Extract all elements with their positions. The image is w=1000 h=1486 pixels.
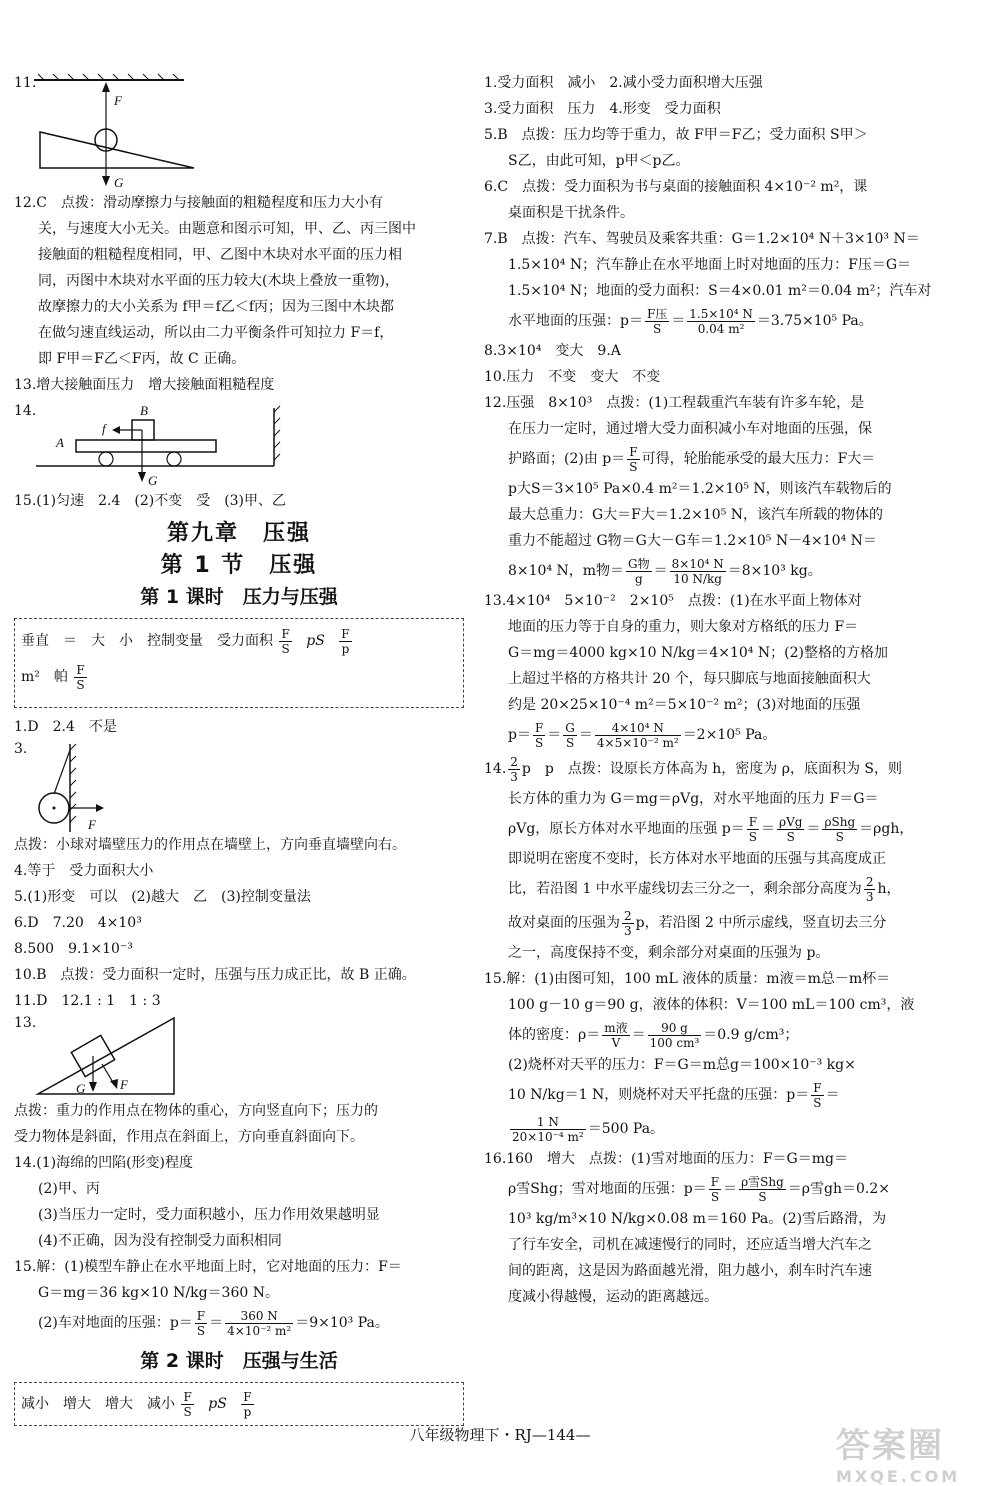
answer-line: 8×10⁴ N，m物＝ $\frac{\text{G物}}{g}$ ＝ $\frac{\text{8×10⁴ N}}{10 N/kg}$ ＝8×10³ kg。 [508,556,822,586]
box-text: m² 帕 [21,669,68,685]
q13-note: 点拨：重力的作用点在物体的重心，方向竖直向下；压力的 [14,1103,378,1119]
answer-line: 100 g－10 g＝90 g，液体的体积：V＝100 mL＝100 cm³，液 [508,997,915,1013]
q14-g-label: G [148,473,158,488]
box-text: 垂直 ＝ 大 小 控制变量 受力面积 [21,633,273,649]
q14-diagram [14,398,454,488]
answer-line: 16.160 增大 点拨：(1)雪对地面的压力：F＝G＝mg＝ [484,1151,848,1167]
answer-line: G＝mg＝4000 kg×10 N/kg＝4×10⁴ N；(2)整格的方格加 [508,645,888,661]
answer-line: 体的密度：ρ＝ $\frac{\text{m液}}{V}$ ＝ $\frac{90 g}{\text{100 cm³}}$ ＝0.9 g/cm³； [508,1020,799,1050]
answer-line: 最大总重力：G大＝F大＝1.2×10⁵ N，该汽车所载的物体的 [508,507,884,523]
q15-answer: 15.(1)匀速 2.4 (2)不变 受 (3)甲、乙 [14,493,287,509]
answer-line: 6.D 7.20 4×10³ [14,915,142,931]
answer-line: ρVg，原长方体对水平地面的压强 p＝ $\frac{F}{S}$ ＝ $\frac{\text{ρVg}}{S}$ ＝ $\frac{\text{ρShg}}{S}$ ＝ρgh， [508,814,914,844]
answer-line: 15.解：(1)模型车静止在水平地面上时，它对地面的压力：F＝ [14,1259,402,1275]
answer-line: p＝ $\frac{F}{S}$ ＝ $\frac{G}{S}$ ＝ $\frac{\text{4×10⁴ N}}{\text{4×5×10⁻² m²}}$ ＝2×10⁵ Pa。 [508,720,777,750]
answer-line: (2)烧杯对天平的压力：F＝G＝m总g＝100×10⁻³ kg× [508,1057,856,1073]
box-text: 减小 增大 增大 减小 [21,1396,175,1412]
q12-line: 在做匀速直线运动，所以由二力平衡条件可知拉力 F＝f， [38,325,394,341]
right-column [484,70,984,1310]
answer-line: 8.3×10⁴ 变大 9.A [484,343,621,359]
answer-line: 1.5×10⁴ N；地面的受力面积：S＝4×0.01 m²＝0.04 m²；汽车对 [508,283,932,299]
q11-f-label: F [114,93,122,108]
answer-line: 13.4×10⁴ 5×10⁻² 2×10⁵ 点拨：(1)在水平面上物体对 [484,593,862,609]
answer-line: 5.(1)形变 可以 (2)越大 乙 (3)控制变量法 [14,889,311,905]
answer-line: $\frac{1 N}{\text{20×10⁻⁴ m²}}$ ＝500 Pa。 [512,1114,665,1144]
q11-figure [14,70,464,190]
answer-line: 4.等于 受力面积大小 [14,863,154,879]
answer-line: 故对桌面的压强为 $\frac{2}{3}$ p，若沿图 2 中所示虚线，竖直切去三分 [508,908,887,938]
q12-line: 即 F甲＝F乙＜F丙，故 C 正确。 [38,351,246,367]
q14-figure [14,398,464,488]
q3-f-label: F [88,817,96,832]
answer-line: 在压力一定时，通过增大受力面积减小车对地面的压强，保 [508,421,872,437]
answer-line: 10³ kg/m³×10 N/kg×0.08 m＝160 Pa。(2)雪后路滑，为 [508,1211,887,1227]
answer-line: (4)不正确，因为没有控制受力面积相同 [38,1233,282,1249]
answer-line: 8.500 9.1×10⁻³ [14,941,133,957]
box-text: pS [208,1396,227,1412]
answer-line: 14. $\frac{2}{3}$ p p 点拨：设原长方体高为 h，密度为 ρ，底面积为 S，则 [484,754,903,784]
fill-in-box [14,618,464,708]
fraction: $\frac{F}{p}$ [243,1389,252,1419]
q12-line: 同，丙图中木块对水平面的压力较大(木块上叠放一重物)， [38,273,399,289]
fill-in-box [14,1382,464,1426]
q11-number: 11. [14,75,37,91]
q12-line: 故摩擦力的大小关系为 f甲＝f乙＜f丙；因为三图中木块都 [38,299,394,315]
q14-f-label: f [102,421,106,436]
answer-line: 长方体的重力为 G＝mg＝ρVg，对水平地面的压力 F＝G＝ [508,791,879,807]
q3-figure [14,740,464,832]
answer-line: 即说明在密度不变时，长方体对水平地面的压强与其高度成正 [508,851,886,867]
q13-note: 受力物体是斜面，作用点在斜面上，方向垂直斜面向下。 [14,1129,364,1145]
answer-line: 1.受力面积 减小 2.减小受力面积增大压强 [484,75,763,91]
answer-line: ρ雪Shg；雪对地面的压强：p＝ $\frac{F}{S}$ ＝ $\frac{\text{ρ雪Shg}}{S}$ ＝ρ雪gh＝0.2× [508,1174,890,1204]
q13-number: 13. [14,1015,37,1031]
fraction: $\frac{F}{p}$ [341,626,350,656]
q12-line: 12.C 点拨：滑动摩擦力与接触面的粗糙程度和压力大小有 [14,195,383,211]
answer-line: 约是 20×25×10⁻⁴ m²＝5×10⁻² m²；(3)对地面的压强 [508,697,861,713]
q12-line: 关，与速度大小无关。由题意和图示可知，甲、乙、丙三图中 [38,221,416,237]
answer-line: 水平地面的压强：p＝ $\frac{\text{F压}}{S}$ ＝ $\frac{\text{1.5×10⁴ N}}{\text{0.04 m²}}$ ＝3.75×10⁵ Pa。 [508,306,873,336]
answer-line: 10.B 点拨：受力面积一定时，压强与压力成正比，故 B 正确。 [14,967,416,983]
answer-line: 1.D 2.4 不是 [14,719,117,735]
page-footer: 八年级物理下・RJ—144— [409,1426,591,1444]
q12-line: 接触面的粗糙程度相同，甲、乙图中木块对水平面的压力相 [38,247,402,263]
q13-f-label: F [120,1077,128,1092]
answer-line: 7.B 点拨：汽车、驾驶员及乘客共重：G＝1.2×10⁴ N＋3×10³ N＝ [484,231,920,247]
answer-line: 比，若沿图 1 中水平虚线切去三分之一，剩余部分高度为 $\frac{2}{3}$ h， [508,874,901,904]
box-text: pS [306,633,325,649]
lesson-title: 第 2 课时 压强与生活 [140,1350,338,1372]
answer-line: 了行车安全，司机在减速慢行的同时，还应适当增大汽车之 [508,1237,872,1253]
watermark-logo: 答案圈 MXQE.COM [836,1426,961,1486]
fraction: $\frac{F}{S}$ [76,662,85,692]
answer-line: 桌面积是干扰条件。 [508,205,634,221]
q13-answer: 13.增大接触面压力 增大接触面粗糙程度 [14,377,275,393]
answer-line: 12.压强 8×10³ 点拨：(1)工程载重汽车装有许多车轮，是 [484,395,865,411]
q3-number: 3. [14,741,28,757]
answer-line: 10.压力 不变 变大 不变 [484,369,661,385]
answer-line: 6.C 点拨：受力面积为书与桌面的接触面积 4×10⁻² m²，课 [484,179,868,195]
answer-line: 度减小得越慢，运动的距离越远。 [508,1289,718,1305]
answer-line: 间的距离，这是因为路面越光滑，阻力越小，刹车时汽车速 [508,1263,872,1279]
answer-line: (2)车对地面的压强：p＝ $\frac{F}{S}$ ＝ $\frac{360 N}{\text{4×10⁻² m²}}$ ＝9×10³ Pa。 [38,1308,389,1338]
answer-line: 护路面；(2)由 p＝ $\frac{F}{S}$ 可得，轮胎能承受的最大压力：F大＝ [508,444,876,474]
answer-line: 地面的压力等于自身的重力，则大象对方格纸的压力 F＝ [508,619,859,635]
answer-line: 之一，高度保持不变，剩余部分对桌面的压强为 p。 [508,945,830,961]
left-column [14,70,464,1432]
answer-line: 重力不能超过 G物＝G大－G车＝1.2×10⁵ N－4×10⁴ N＝ [508,533,877,549]
answer-line: S乙，由此可知，p甲＜p乙。 [508,153,690,169]
answer-line: 14.(1)海绵的凹陷(形变)程度 [14,1155,194,1171]
answer-line: 1.5×10⁴ N；汽车静止在水平地面上时对地面的压力：F压＝G＝ [508,257,912,273]
answer-line: 10 N/kg＝1 N，则烧杯对天平托盘的压强：p＝ $\frac{F}{S}$ ＝ [508,1080,840,1110]
answer-line: 11.D 12.1 : 1 1 : 3 [14,993,161,1009]
chapter-title: 第九章 压强 [166,521,311,546]
q3-note: 点拨：小球对墙壁压力的作用点在墙壁上，方向垂直墙壁向右。 [14,837,406,853]
q14-b-label: B [140,403,148,418]
q13-figure [14,1014,464,1098]
answer-line: 上超过半格的方格共计 20 个，每只脚底与地面接触面积大 [508,671,871,687]
section-title: 第 1 节 压强 [160,553,318,578]
answer-line: 5.B 点拨：压力均等于重力，故 F甲＝F乙；受力面积 S甲＞ [484,127,868,143]
fraction: $\frac{F}{S}$ [281,626,290,656]
q13-g-label: G [76,1081,86,1096]
answer-line: 15.解：(1)由图可知，100 mL 液体的质量：m液＝m总－m杯＝ [484,971,891,987]
q14-a-label: A [56,435,64,450]
lesson-title: 第 1 课时 压力与压强 [140,586,338,608]
answer-line: 3.受力面积 压力 4.形变 受力面积 [484,101,721,117]
answer-line: G＝mg＝36 kg×10 N/kg＝360 N。 [38,1285,279,1301]
answer-line: (2)甲、丙 [38,1181,100,1197]
q14-number: 14. [14,403,37,419]
answer-line: (3)当压力一定时，受力面积越小，压力作用效果越明显 [38,1207,380,1223]
answer-line: p大S＝3×10⁵ Pa×0.4 m²＝1.2×10⁵ N，则该汽车载物后的 [508,481,892,497]
q11-diagram [34,70,254,190]
fraction: $\frac{F}{S}$ [183,1389,192,1419]
q11-g-label: G [114,175,124,190]
